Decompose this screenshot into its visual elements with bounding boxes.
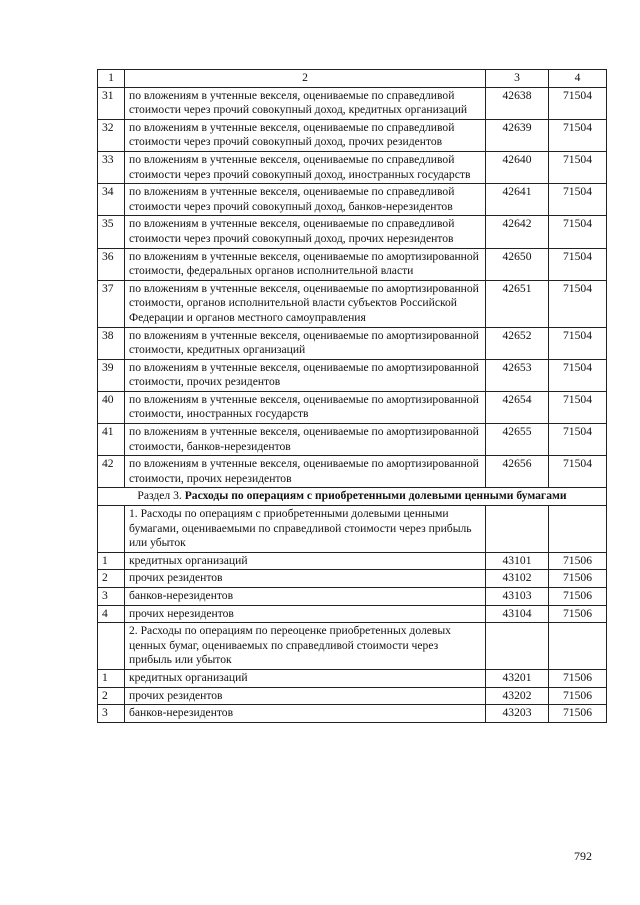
account-number: 43201 [486, 669, 549, 687]
section-title [98, 488, 607, 506]
row-number: 1 [98, 552, 125, 570]
symbol-code: 71504 [549, 151, 607, 183]
row-number: 2 [98, 687, 125, 705]
row-description: по вложениям в учтенные векселя, оцениваемые по амортизированной стоимости, прочих нерезидентов [125, 456, 486, 488]
symbol-code: 71504 [549, 359, 607, 391]
table-row [98, 570, 607, 588]
symbol-code: 71504 [549, 119, 607, 151]
row-number: 4 [98, 605, 125, 623]
table-row [98, 280, 607, 327]
account-number: 42642 [486, 216, 549, 248]
group-heading-row [98, 623, 607, 670]
table-row [98, 605, 607, 623]
row-description: по вложениям в учтенные векселя, оцениваемые по справедливой стоимости через прочий совокупный доход, прочих нерезидентов [125, 216, 486, 248]
row-number: 3 [98, 705, 125, 723]
account-number: 42641 [486, 184, 549, 216]
row-description: по вложениям в учтенные векселя, оцениваемые по амортизированной стоимости, иностранных государств [125, 391, 486, 423]
account-number: 42655 [486, 424, 549, 456]
table-row [98, 552, 607, 570]
symbol-code: 71504 [549, 87, 607, 119]
row-number: 33 [98, 151, 125, 183]
symbol-code: 71504 [549, 456, 607, 488]
row-description: по вложениям в учтенные векселя, оцениваемые по амортизированной стоимости, банков-нерезидентов [125, 424, 486, 456]
empty-cell [98, 623, 125, 670]
account-number: 42650 [486, 248, 549, 280]
row-number: 36 [98, 248, 125, 280]
table-header-row [98, 70, 607, 88]
group-heading-row [98, 506, 607, 553]
symbol-code: 71504 [549, 248, 607, 280]
row-number: 41 [98, 424, 125, 456]
row-description: по вложениям в учтенные векселя, оцениваемые по амортизированной стоимости, органов исполнительной власти субъектов Российской Федерации и органов местного самоуправления [125, 280, 486, 327]
row-description: прочих нерезидентов [125, 605, 486, 623]
row-description: банков-нерезидентов [125, 705, 486, 723]
row-description: прочих резидентов [125, 570, 486, 588]
empty-cell [549, 623, 607, 670]
row-description: по вложениям в учтенные векселя, оцениваемые по справедливой стоимости через прочий совокупный доход, прочих резидентов [125, 119, 486, 151]
row-description: по вложениям в учтенные векселя, оцениваемые по амортизированной стоимости, прочих резидентов [125, 359, 486, 391]
page-number: 792 [574, 849, 592, 863]
symbol-code: 71506 [549, 605, 607, 623]
row-description: по вложениям в учтенные векселя, оцениваемые по справедливой стоимости через прочий совокупный доход, кредитных организаций [125, 87, 486, 119]
account-number: 42638 [486, 87, 549, 119]
table-row [98, 359, 607, 391]
table-row [98, 456, 607, 488]
row-description: кредитных организаций [125, 552, 486, 570]
account-number: 42651 [486, 280, 549, 327]
table-row [98, 391, 607, 423]
row-description: по вложениям в учтенные векселя, оцениваемые по амортизированной стоимости, федеральных органов исполнительной власти [125, 248, 486, 280]
empty-cell [98, 506, 125, 553]
row-number: 32 [98, 119, 125, 151]
symbol-code: 71504 [549, 216, 607, 248]
account-number: 43103 [486, 588, 549, 606]
symbol-code: 71506 [549, 669, 607, 687]
row-description: кредитных организаций [125, 669, 486, 687]
row-number: 1 [98, 669, 125, 687]
account-number: 43104 [486, 605, 549, 623]
symbol-code: 71504 [549, 391, 607, 423]
header-col-1: 1 [98, 70, 125, 88]
symbol-code: 71504 [549, 280, 607, 327]
section-prefix: Раздел 3. [137, 489, 185, 503]
row-number: 34 [98, 184, 125, 216]
row-description: прочих резидентов [125, 687, 486, 705]
row-number: 37 [98, 280, 125, 327]
account-number: 43203 [486, 705, 549, 723]
symbol-code: 71504 [549, 184, 607, 216]
symbol-code: 71506 [549, 552, 607, 570]
group-heading: 2. Расходы по операциям по переоценке приобретенных долевых ценных бумаг, оцениваемых по справедливой стоимости через прибыль или убыток [125, 623, 486, 670]
symbol-code: 71504 [549, 424, 607, 456]
empty-cell [486, 506, 549, 553]
table-row [98, 151, 607, 183]
row-number: 42 [98, 456, 125, 488]
symbol-code: 71506 [549, 705, 607, 723]
row-number: 39 [98, 359, 125, 391]
header-col-2: 2 [125, 70, 486, 88]
row-description: по вложениям в учтенные векселя, оцениваемые по амортизированной стоимости, кредитных организаций [125, 327, 486, 359]
account-number: 42656 [486, 456, 549, 488]
empty-cell [486, 623, 549, 670]
table-row [98, 669, 607, 687]
account-number: 42640 [486, 151, 549, 183]
header-col-4: 4 [549, 70, 607, 88]
symbol-code: 71506 [549, 570, 607, 588]
account-number: 43101 [486, 552, 549, 570]
table-row [98, 327, 607, 359]
account-number: 42654 [486, 391, 549, 423]
account-number: 43202 [486, 687, 549, 705]
account-number: 42653 [486, 359, 549, 391]
row-number: 38 [98, 327, 125, 359]
table-row [98, 687, 607, 705]
accounts-table [97, 69, 607, 723]
table-row [98, 184, 607, 216]
table-row [98, 87, 607, 119]
account-number: 42639 [486, 119, 549, 151]
symbol-code: 71504 [549, 327, 607, 359]
table-row [98, 119, 607, 151]
row-description: по вложениям в учтенные векселя, оцениваемые по справедливой стоимости через прочий совокупный доход, иностранных государств [125, 151, 486, 183]
section-heading: Расходы по операциям с приобретенными долевыми ценными бумагами [184, 489, 567, 503]
empty-cell [549, 506, 607, 553]
row-number: 3 [98, 588, 125, 606]
symbol-code: 71506 [549, 687, 607, 705]
row-number: 31 [98, 87, 125, 119]
table-row [98, 424, 607, 456]
row-number: 2 [98, 570, 125, 588]
row-description: банков-нерезидентов [125, 588, 486, 606]
table-row [98, 588, 607, 606]
row-description: по вложениям в учтенные векселя, оцениваемые по справедливой стоимости через прочий совокупный доход, банков-нерезидентов [125, 184, 486, 216]
table-row [98, 216, 607, 248]
table-row [98, 248, 607, 280]
header-col-3: 3 [486, 70, 549, 88]
account-number: 43102 [486, 570, 549, 588]
group-heading: 1. Расходы по операциям с приобретенными долевыми ценными бумагами, оцениваемыми по справедливой стоимости через прибыль или убыток [125, 506, 486, 553]
row-number: 35 [98, 216, 125, 248]
section-row [98, 488, 607, 506]
account-number: 42652 [486, 327, 549, 359]
symbol-code: 71506 [549, 588, 607, 606]
table-row [98, 705, 607, 723]
row-number: 40 [98, 391, 125, 423]
